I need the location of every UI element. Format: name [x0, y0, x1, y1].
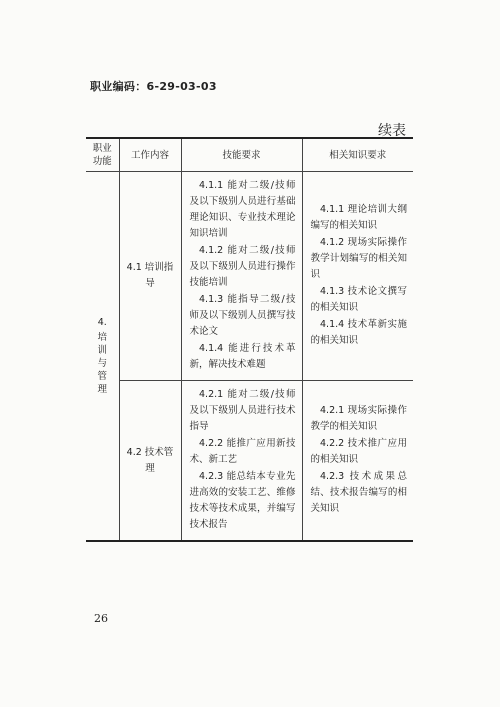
header-function: 职业功能	[86, 138, 119, 172]
work-cell: 4.1 培训指导	[119, 172, 181, 381]
work-cell: 4.2 技术管理	[119, 381, 181, 542]
knowledge-item: 4.1.4 技术革新实施的相关知识	[310, 319, 407, 346]
skill-item: 4.1.3 能指导二级/技师及以下级别人员撰写技术论文	[189, 294, 296, 337]
skill-item: 4.2.2 能推广应用新技术、新工艺	[189, 438, 296, 465]
requirements-table	[86, 137, 413, 542]
skill-item: 4.1.1 能对二级/技师及以下级别人员进行基础理论知识、专业技术理论知识培训	[189, 180, 296, 239]
skill-item: 4.1.2 能对二级/技师及以下级别人员进行操作技能培训	[189, 245, 296, 288]
table-header-row	[86, 138, 413, 172]
table-row	[86, 381, 413, 542]
continued-label: 续表	[378, 123, 406, 139]
knowledge-item: 4.2.2 技术推广应用的相关知识	[310, 438, 407, 465]
function-cell	[86, 172, 119, 542]
function-title: 培训与管理	[97, 331, 107, 395]
table-row	[86, 172, 413, 381]
skills-cell	[181, 381, 302, 542]
occupation-code: 职业编码：6-29-03-03	[90, 80, 217, 93]
header-skills: 技能要求	[181, 138, 302, 172]
knowledge-cell	[302, 172, 413, 381]
header-work: 工作内容	[119, 138, 181, 172]
knowledge-item: 4.2.1 现场实际操作教学的相关知识	[310, 405, 407, 432]
skills-cell	[181, 172, 302, 381]
skill-item: 4.2.1 能对二级/技师及以下级别人员进行技术指导	[189, 389, 296, 432]
knowledge-cell	[302, 381, 413, 542]
knowledge-item: 4.1.2 现场实际操作教学计划编写的相关知识	[310, 237, 407, 280]
skill-item: 4.1.4 能进行技术革新，解决技术难题	[189, 343, 296, 370]
function-number: 4.	[97, 316, 107, 328]
header-knowledge: 相关知识要求	[302, 138, 413, 172]
knowledge-item: 4.1.3 技术论文撰写的相关知识	[310, 286, 407, 313]
page-number: 26	[94, 612, 108, 625]
knowledge-item: 4.1.1 理论培训大纲编写的相关知识	[310, 204, 407, 231]
knowledge-item: 4.2.3 技术成果总结、技术报告编写的相关知识	[310, 471, 407, 514]
skill-item: 4.2.3 能总结本专业先进高效的安装工艺、维修技术等技术成果，并编写技术报告	[189, 471, 296, 530]
